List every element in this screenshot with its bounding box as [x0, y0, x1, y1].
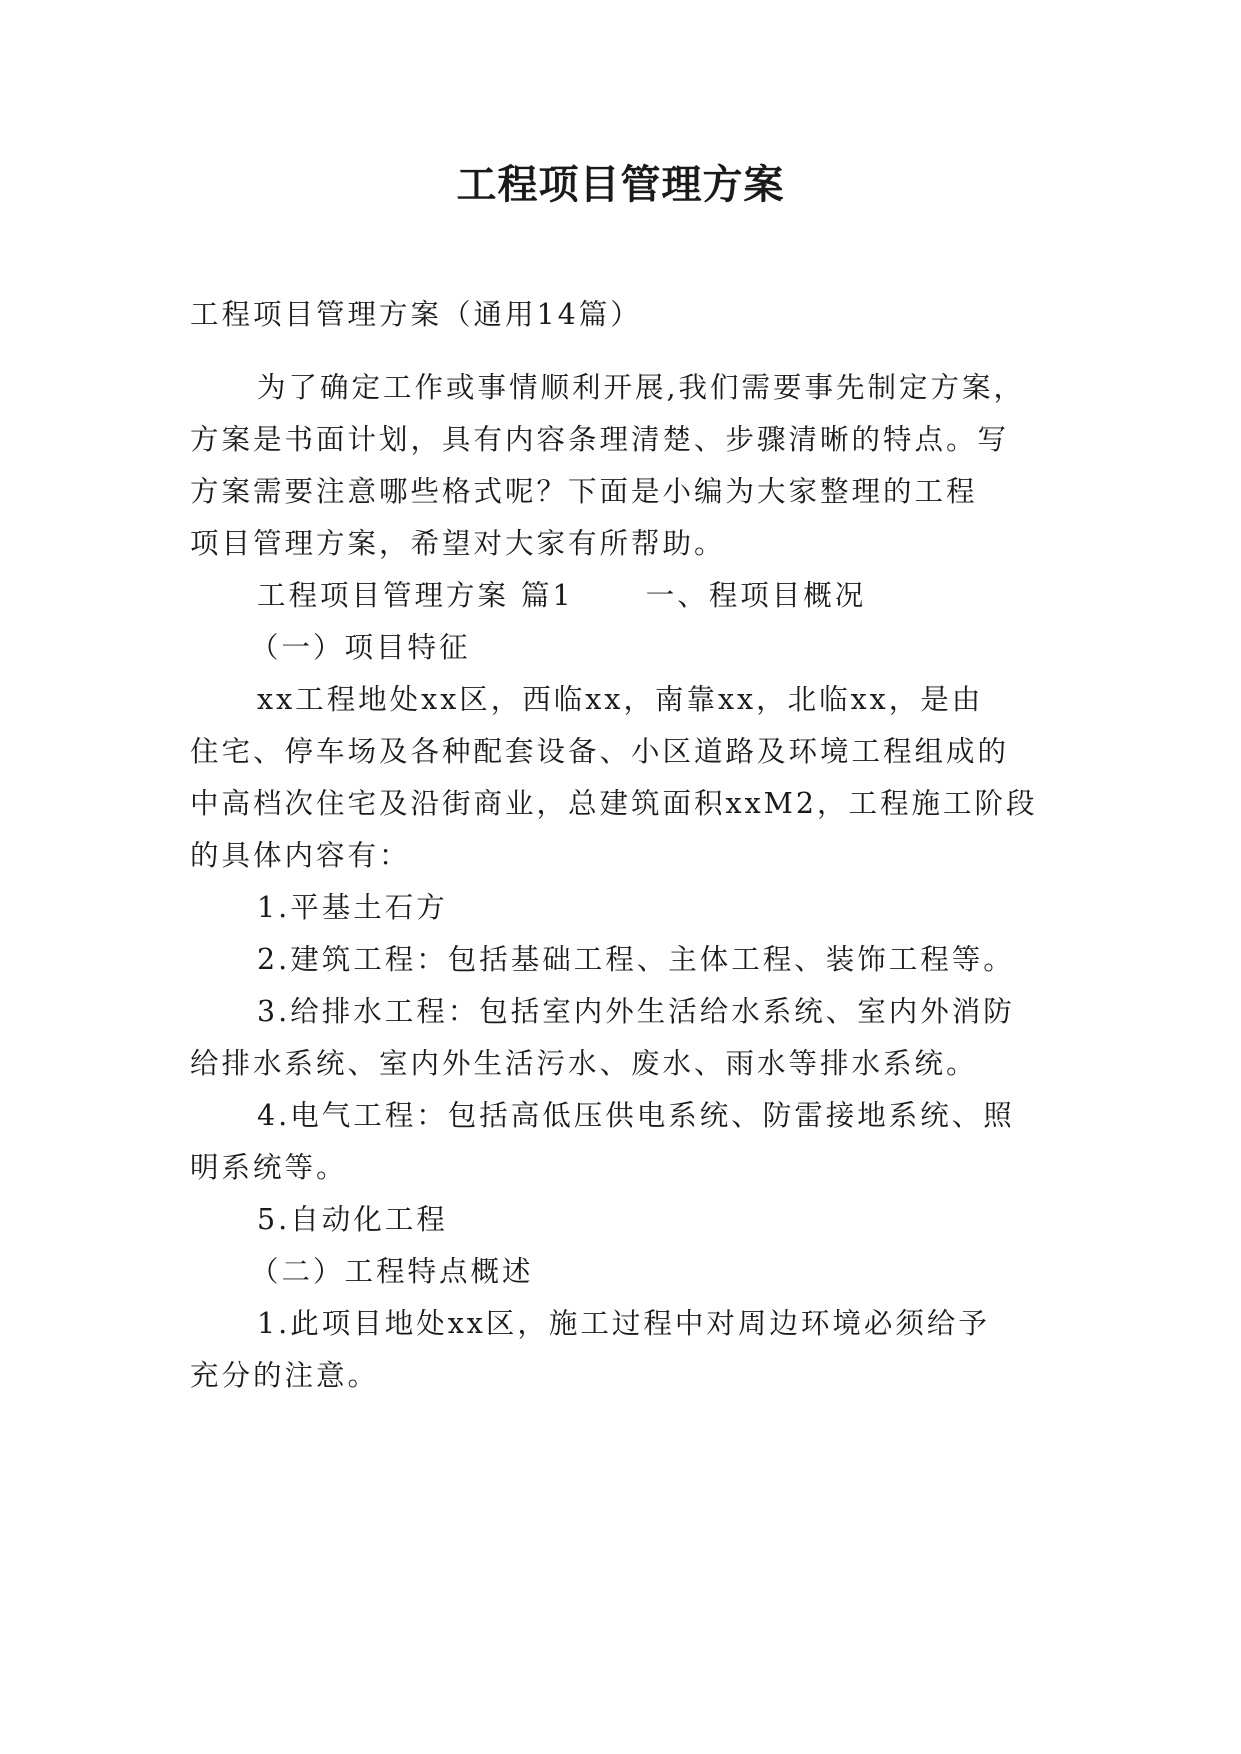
list-item: 4.电气工程：包括高低压供电系统、防雷接地系统、照	[257, 1099, 1015, 1132]
list-item-continuation: 给排水系统、室内外生活污水、废水、雨水等排水系统。	[190, 1047, 978, 1080]
section-heading: 一、程项目概况	[645, 579, 867, 612]
paragraph-line: 中高档次住宅及沿街商业，总建筑面积xxM2，工程施工阶段	[190, 787, 1038, 820]
article-label: 工程项目管理方案 篇1	[257, 579, 574, 612]
list-item: 5.自动化工程	[257, 1203, 448, 1236]
list-item: 1.此项目地处xx区，施工过程中对周边环境必须给予	[257, 1307, 990, 1340]
section-heading-line	[257, 576, 866, 616]
subsection-heading: （一）项目特征	[250, 631, 471, 664]
document-subtitle: 工程项目管理方案（通用14篇）	[190, 298, 642, 331]
subsection-heading: （二）工程特点概述	[250, 1255, 534, 1288]
list-item-continuation: 充分的注意。	[190, 1359, 380, 1392]
list-item-continuation: 明系统等。	[190, 1151, 348, 1184]
paragraph-line: 住宅、停车场及各种配套设备、小区道路及环境工程组成的	[190, 735, 1010, 768]
paragraph-line: 为了确定工作或事情顺利开展,我们需要事先制定方案，	[257, 371, 1026, 404]
list-item: 3.给排水工程：包括室内外生活给水系统、室内外消防	[257, 995, 1015, 1028]
paragraph-line: 项目管理方案，希望对大家有所帮助。	[190, 527, 726, 560]
document-title: 工程项目管理方案	[456, 162, 785, 208]
list-item: 2.建筑工程：包括基础工程、主体工程、装饰工程等。	[257, 943, 1015, 976]
paragraph-line: 方案是书面计划，具有内容条理清楚、步骤清晰的特点。写	[190, 423, 1010, 456]
list-item: 1.平基土石方	[257, 891, 448, 924]
paragraph-line: 的具体内容有：	[190, 839, 411, 872]
paragraph-line: 方案需要注意哪些格式呢？下面是小编为大家整理的工程	[190, 475, 978, 508]
paragraph-line: xx工程地处xx区，西临xx，南靠xx，北临xx，是由	[257, 683, 984, 716]
